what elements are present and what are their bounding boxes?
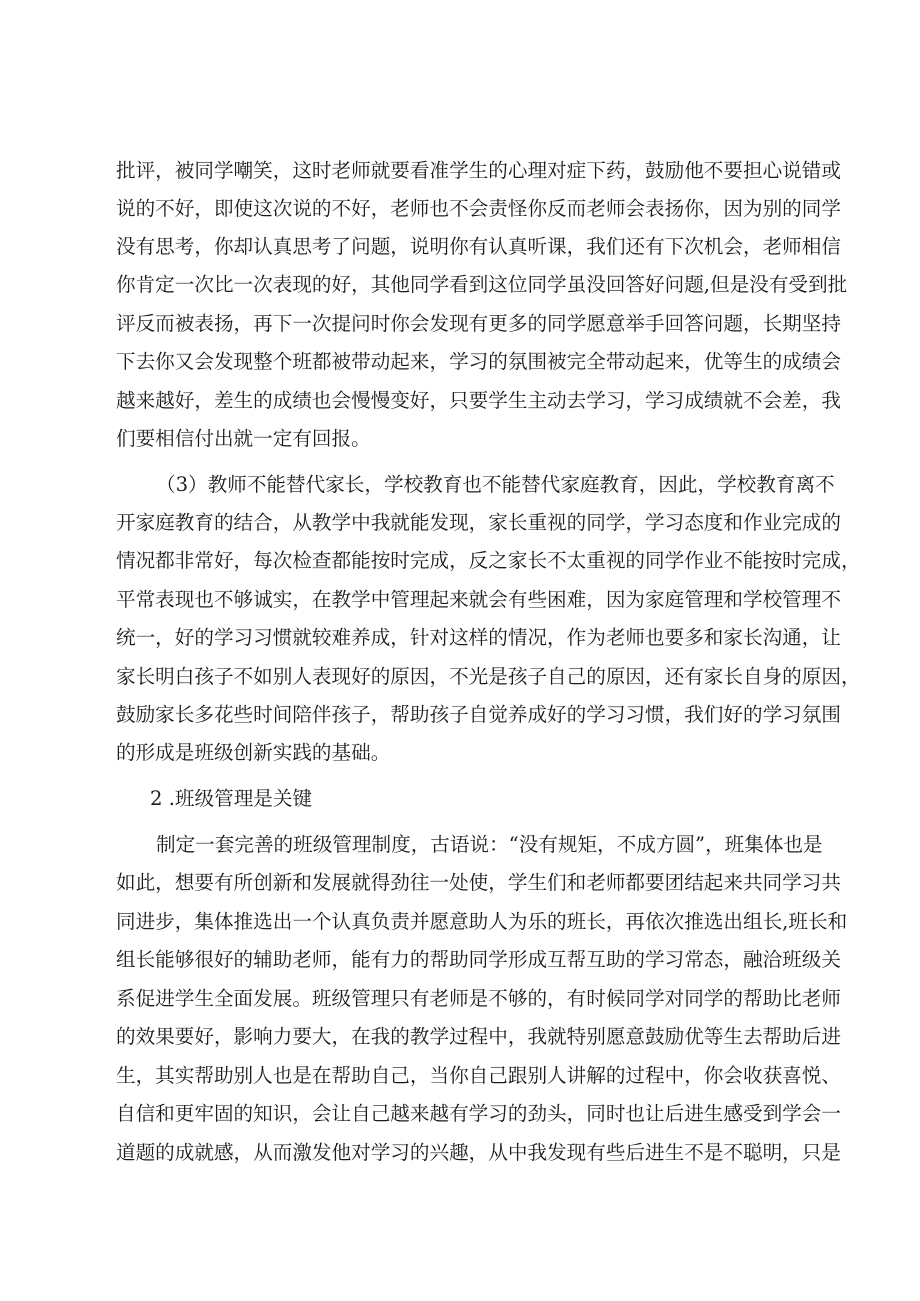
paragraph-3-line: 同进步，集体推选出一个认真负责并愿意助人为乐的班长，再依次推选出组长,班长和	[116, 910, 848, 933]
paragraph-2-line: 情况都非常好，每次检查都能按时完成，反之家长不太重视的同学作业不能按时完成，	[116, 549, 861, 572]
paragraph-1-line: 批评，被同学嘲笑，这时老师就要看准学生的心理对症下药，鼓励他不要担心说错或	[116, 159, 841, 182]
paragraph-3-line: 组长能够很好的辅助老师，能有力的帮助同学形成互帮互助的学习常态，融洽班级关	[116, 948, 841, 971]
paragraph-2-line: 鼓励家长多花些时间陪伴孩子，帮助孩子自觉养成好的学习习惯，我们好的学习氛围	[116, 703, 841, 726]
paragraph-2-line: 统一，好的学习习惯就较难养成，针对这样的情况，作为老师也要多和家长沟通，让	[116, 626, 841, 649]
paragraph-2-line: 的形成是班级创新实践的基础。	[116, 741, 391, 764]
paragraph-3-line: 系促进学生全面发展。班级管理只有老师是不够的，有时候同学对同学的帮助比老师	[116, 987, 841, 1010]
paragraph-3-line: 道题的成就感，从而激发他对学习的兴趣，从中我发现有些后进生不是不聪明，只是	[116, 1141, 841, 1164]
paragraph-3-line: 的效果要好，影响力要大，在我的教学过程中，我就特别愿意鼓励优等生去帮助后进	[116, 1025, 841, 1048]
paragraph-3-line: 如此，想要有所创新和发展就得劲往一处使，学生们和老师都要团结起来共同学习共	[116, 871, 841, 894]
paragraph-1-line: 们要相信付出就一定有回报。	[116, 427, 371, 450]
section-heading: 2 .班级管理是关键	[150, 787, 313, 810]
paragraph-3-line: 自信和更牢固的知识，会让自己越来越有学习的劲头，同时也让后进生感受到学会一	[116, 1102, 841, 1125]
paragraph-3-line: 制定一套完善的班级管理制度，古语说：“没有规矩，不成方圆”，班集体也是	[156, 833, 823, 856]
paragraph-1-line: 你肯定一次比一次表现的好，其他同学看到这位同学虽没回答好问题,但是没有受到批	[116, 273, 848, 296]
paragraph-1-line: 越来越好，差生的成绩也会慢慢变好，只要学生主动去学习，学习成绩就不会差，我	[116, 389, 841, 412]
paragraph-2-line: 家长明白孩子不如别人表现好的原因，不光是孩子自己的原因，还有家长自身的原因，	[116, 665, 861, 688]
paragraph-2-line: 开家庭教育的结合，从教学中我就能发现，家长重视的同学，学习态度和作业完成的	[116, 511, 841, 534]
paragraph-2-line: 平常表现也不够诚实，在教学中管理起来就会有些困难，因为家庭管理和学校管理不	[116, 588, 841, 611]
paragraph-1-line: 没有思考，你却认真思考了问题，说明你有认真听课，我们还有下次机会，老师相信	[116, 235, 841, 258]
paragraph-1-line: 下去你又会发现整个班都被带动起来，学习的氛围被完全带动起来，优等生的成绩会	[116, 350, 841, 373]
paragraph-1-line: 评反而被表扬，再下一次提问时你会发现有更多的同学愿意举手回答问题，长期坚持	[116, 312, 841, 335]
paragraph-2-line: （3）教师不能替代家长，学校教育也不能替代家庭教育，因此，学校教育离不	[156, 473, 835, 496]
paragraph-3-line: 生，其实帮助别人也是在帮助自己，当你自己跟别人讲解的过程中，你会收获喜悦、	[116, 1064, 841, 1087]
paragraph-1-line: 说的不好，即使这次说的不好，老师也不会责怪你反而老师会表扬你，因为别的同学	[116, 197, 841, 220]
